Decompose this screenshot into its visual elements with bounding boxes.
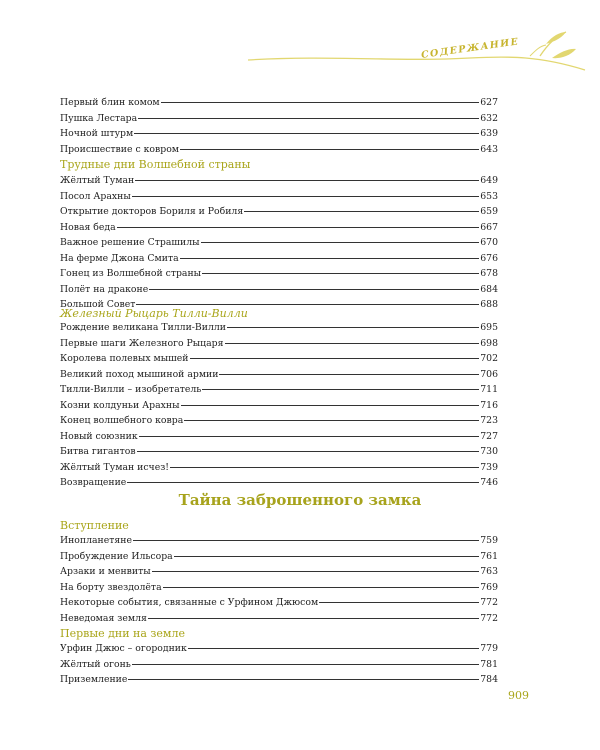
leader-line (117, 227, 480, 228)
toc-entry-title: На ферме Джона Смита (60, 252, 179, 264)
toc-group-2 (60, 173, 498, 313)
toc-entry[interactable] (60, 580, 498, 596)
toc-entry-title: Некоторые события, связанные с Урфином Джюсом (60, 597, 319, 608)
leader-line (134, 133, 479, 134)
leader-line (149, 289, 479, 290)
toc-entry-title: Битва гигантов (60, 446, 136, 457)
toc-entry-page: 716 (480, 399, 498, 411)
leader-line (170, 467, 479, 468)
toc-entry-title: Посол Арахны (60, 190, 131, 202)
leader-line (180, 258, 480, 259)
toc-entry-title: Урфин Джюс – огородник (60, 643, 187, 654)
toc-entry-page: 706 (480, 368, 498, 380)
toc-entry-page: 649 (480, 175, 498, 186)
section-heading: Первые дни на земле (60, 627, 185, 640)
toc-entry-page: 684 (480, 283, 498, 295)
toc-entry-page: 695 (480, 322, 498, 333)
leader-line (139, 436, 480, 437)
toc-entry[interactable] (60, 266, 498, 282)
toc-entry-page: 746 (480, 477, 498, 488)
toc-entry-title: Жёлтый огонь (60, 658, 131, 670)
section-heading: Трудные дни Волшебной страны (60, 158, 251, 171)
leader-line (132, 664, 479, 665)
toc-entry[interactable] (60, 111, 498, 127)
toc-entry-page: 727 (480, 430, 498, 442)
toc-entry[interactable] (60, 126, 498, 142)
toc-entry-title: Королева полевых мышей (60, 353, 189, 364)
leader-line (184, 420, 479, 421)
toc-entry-title: Конец волшебного ковра (60, 415, 184, 426)
toc-entry[interactable] (60, 173, 498, 189)
toc-entry-title: Происшествие с ковром (60, 143, 180, 155)
leader-line (137, 451, 480, 452)
toc-entry-title: Рождение великана Тилли-Вилли (60, 322, 226, 333)
leader-line (225, 343, 480, 344)
toc-entry[interactable] (60, 611, 498, 627)
toc-entry-title: Пробуждение Ильсора (60, 550, 173, 562)
toc-entry[interactable] (60, 367, 498, 383)
leader-line (319, 602, 479, 603)
toc-entry-page: 676 (480, 252, 498, 264)
toc-entry[interactable] (60, 533, 498, 549)
toc-entry-title: Жёлтый Туман исчез! (60, 461, 170, 473)
toc-entry-page: 730 (480, 446, 498, 457)
section-heading: Железный Рыцарь Тилли-Вилли (60, 307, 248, 320)
leader-line (161, 102, 480, 103)
toc-entry-title: Возвращение (60, 477, 127, 488)
toc-entry[interactable] (60, 235, 498, 251)
leader-line (152, 571, 480, 572)
leader-line (180, 149, 479, 150)
toc-entry[interactable] (60, 398, 498, 414)
toc-entry[interactable] (60, 220, 498, 236)
toc-entry-page: 643 (480, 143, 498, 155)
toc-entry[interactable] (60, 429, 498, 445)
toc-entry-page: 772 (480, 597, 498, 608)
toc-entry-title: Открытие докторов Бориля и Робиля (60, 206, 244, 217)
toc-group-4 (60, 533, 498, 626)
leader-line (181, 405, 480, 406)
section-heading: Вступление (60, 519, 129, 532)
toc-entry[interactable] (60, 444, 498, 460)
toc-entry[interactable] (60, 204, 498, 220)
toc-entry-page: 667 (480, 221, 498, 233)
toc-entry-page: 632 (480, 112, 498, 124)
toc-entry[interactable] (60, 142, 498, 158)
leader-line (138, 118, 479, 119)
toc-entry[interactable] (60, 382, 498, 398)
toc-entry-title: Первый блин комом (60, 97, 160, 108)
toc-entry-title: Арзаки и менвиты (60, 566, 151, 577)
toc-entry-page: 659 (480, 206, 498, 217)
toc-entry-title: Ночной штурм (60, 128, 134, 139)
leader-line (127, 482, 479, 483)
leader-line (174, 556, 480, 557)
toc-entry-title: Великий поход мышиной армии (60, 368, 219, 380)
toc-entry-title: Пушка Лестара (60, 112, 138, 124)
toc-entry[interactable] (60, 95, 498, 111)
toc-entry[interactable] (60, 475, 498, 491)
leader-line (219, 374, 479, 375)
toc-entry-title: Тилли-Вилли – изобретатель (60, 384, 202, 395)
toc-group-1 (60, 95, 498, 157)
leader-line (202, 389, 479, 390)
leader-line (202, 273, 479, 274)
leader-line (227, 327, 479, 328)
toc-entry-title: Первые шаги Железного Рыцаря (60, 337, 224, 349)
toc-entry[interactable] (60, 460, 498, 476)
toc-entry[interactable] (60, 282, 498, 298)
leader-line (148, 618, 479, 619)
toc-entry-page: 759 (480, 535, 498, 546)
toc-entry[interactable] (60, 672, 498, 688)
leader-line (190, 358, 480, 359)
toc-entry[interactable] (60, 189, 498, 205)
leader-line (188, 648, 479, 649)
leader-line (133, 540, 479, 541)
toc-entry-title: Важное решение Страшилы (60, 237, 200, 248)
toc-entry-page: 723 (480, 415, 498, 426)
toc-group-3 (60, 320, 498, 491)
leader-line (132, 196, 480, 197)
toc-entry-page: 784 (480, 674, 498, 685)
leader-line (136, 304, 479, 305)
toc-entry-title: На борту звездолёта (60, 581, 162, 593)
toc-entry-page: 688 (480, 299, 498, 310)
toc-entry-title: Козни колдуньи Арахны (60, 399, 180, 411)
toc-entry-page: 772 (480, 612, 498, 624)
toc-entry-page: 670 (480, 237, 498, 248)
toc-entry-page: 761 (480, 550, 498, 562)
toc-entry-title: Приземление (60, 674, 128, 685)
leader-line (128, 679, 479, 680)
leader-line (135, 180, 479, 181)
toc-entry-page: 779 (480, 643, 498, 654)
toc-entry[interactable] (60, 320, 498, 336)
toc-entry-page: 627 (480, 97, 498, 108)
toc-entry-page: 763 (480, 566, 498, 577)
toc-entry-page: 781 (480, 658, 498, 670)
toc-entry[interactable] (60, 351, 498, 367)
toc-entry-title: Новая беда (60, 221, 116, 233)
book-title: Тайна заброшенного замка (178, 491, 422, 509)
toc-entry-page: 653 (480, 190, 498, 202)
toc-entry-title: Инопланетяне (60, 535, 132, 546)
toc-entry-page: 639 (480, 128, 498, 139)
toc-entry-page: 702 (480, 353, 498, 364)
toc-entry-title: Полёт на драконе (60, 283, 149, 295)
page-number: 909 (508, 689, 529, 702)
toc-entry[interactable] (60, 564, 498, 580)
toc-entry-title: Неведомая земля (60, 612, 147, 624)
leader-line (244, 211, 479, 212)
toc-entry-page: 769 (480, 581, 498, 593)
toc-entry-title: Жёлтый Туман (60, 175, 135, 186)
leader-line (201, 242, 480, 243)
leader-line (163, 587, 480, 588)
toc-entry[interactable] (60, 657, 498, 673)
toc-entry[interactable] (60, 549, 498, 565)
header-section-title: СОДЕРЖАНИЕ (420, 36, 521, 61)
toc-entry-page: 711 (480, 384, 498, 395)
toc-entry-page: 678 (480, 268, 498, 279)
toc-entry[interactable] (60, 251, 498, 267)
toc-entry-page: 698 (480, 337, 498, 349)
toc-entry[interactable] (60, 413, 498, 429)
toc-entry-title: Большой Совет (60, 299, 136, 310)
toc-entry[interactable] (60, 595, 498, 611)
toc-entry[interactable] (60, 641, 498, 657)
toc-entry-title: Новый союзник (60, 430, 138, 442)
toc-entry-page: 739 (480, 461, 498, 473)
toc-group-5 (60, 641, 498, 688)
toc-entry-title: Гонец из Волшебной страны (60, 268, 202, 279)
toc-entry[interactable] (60, 336, 498, 352)
